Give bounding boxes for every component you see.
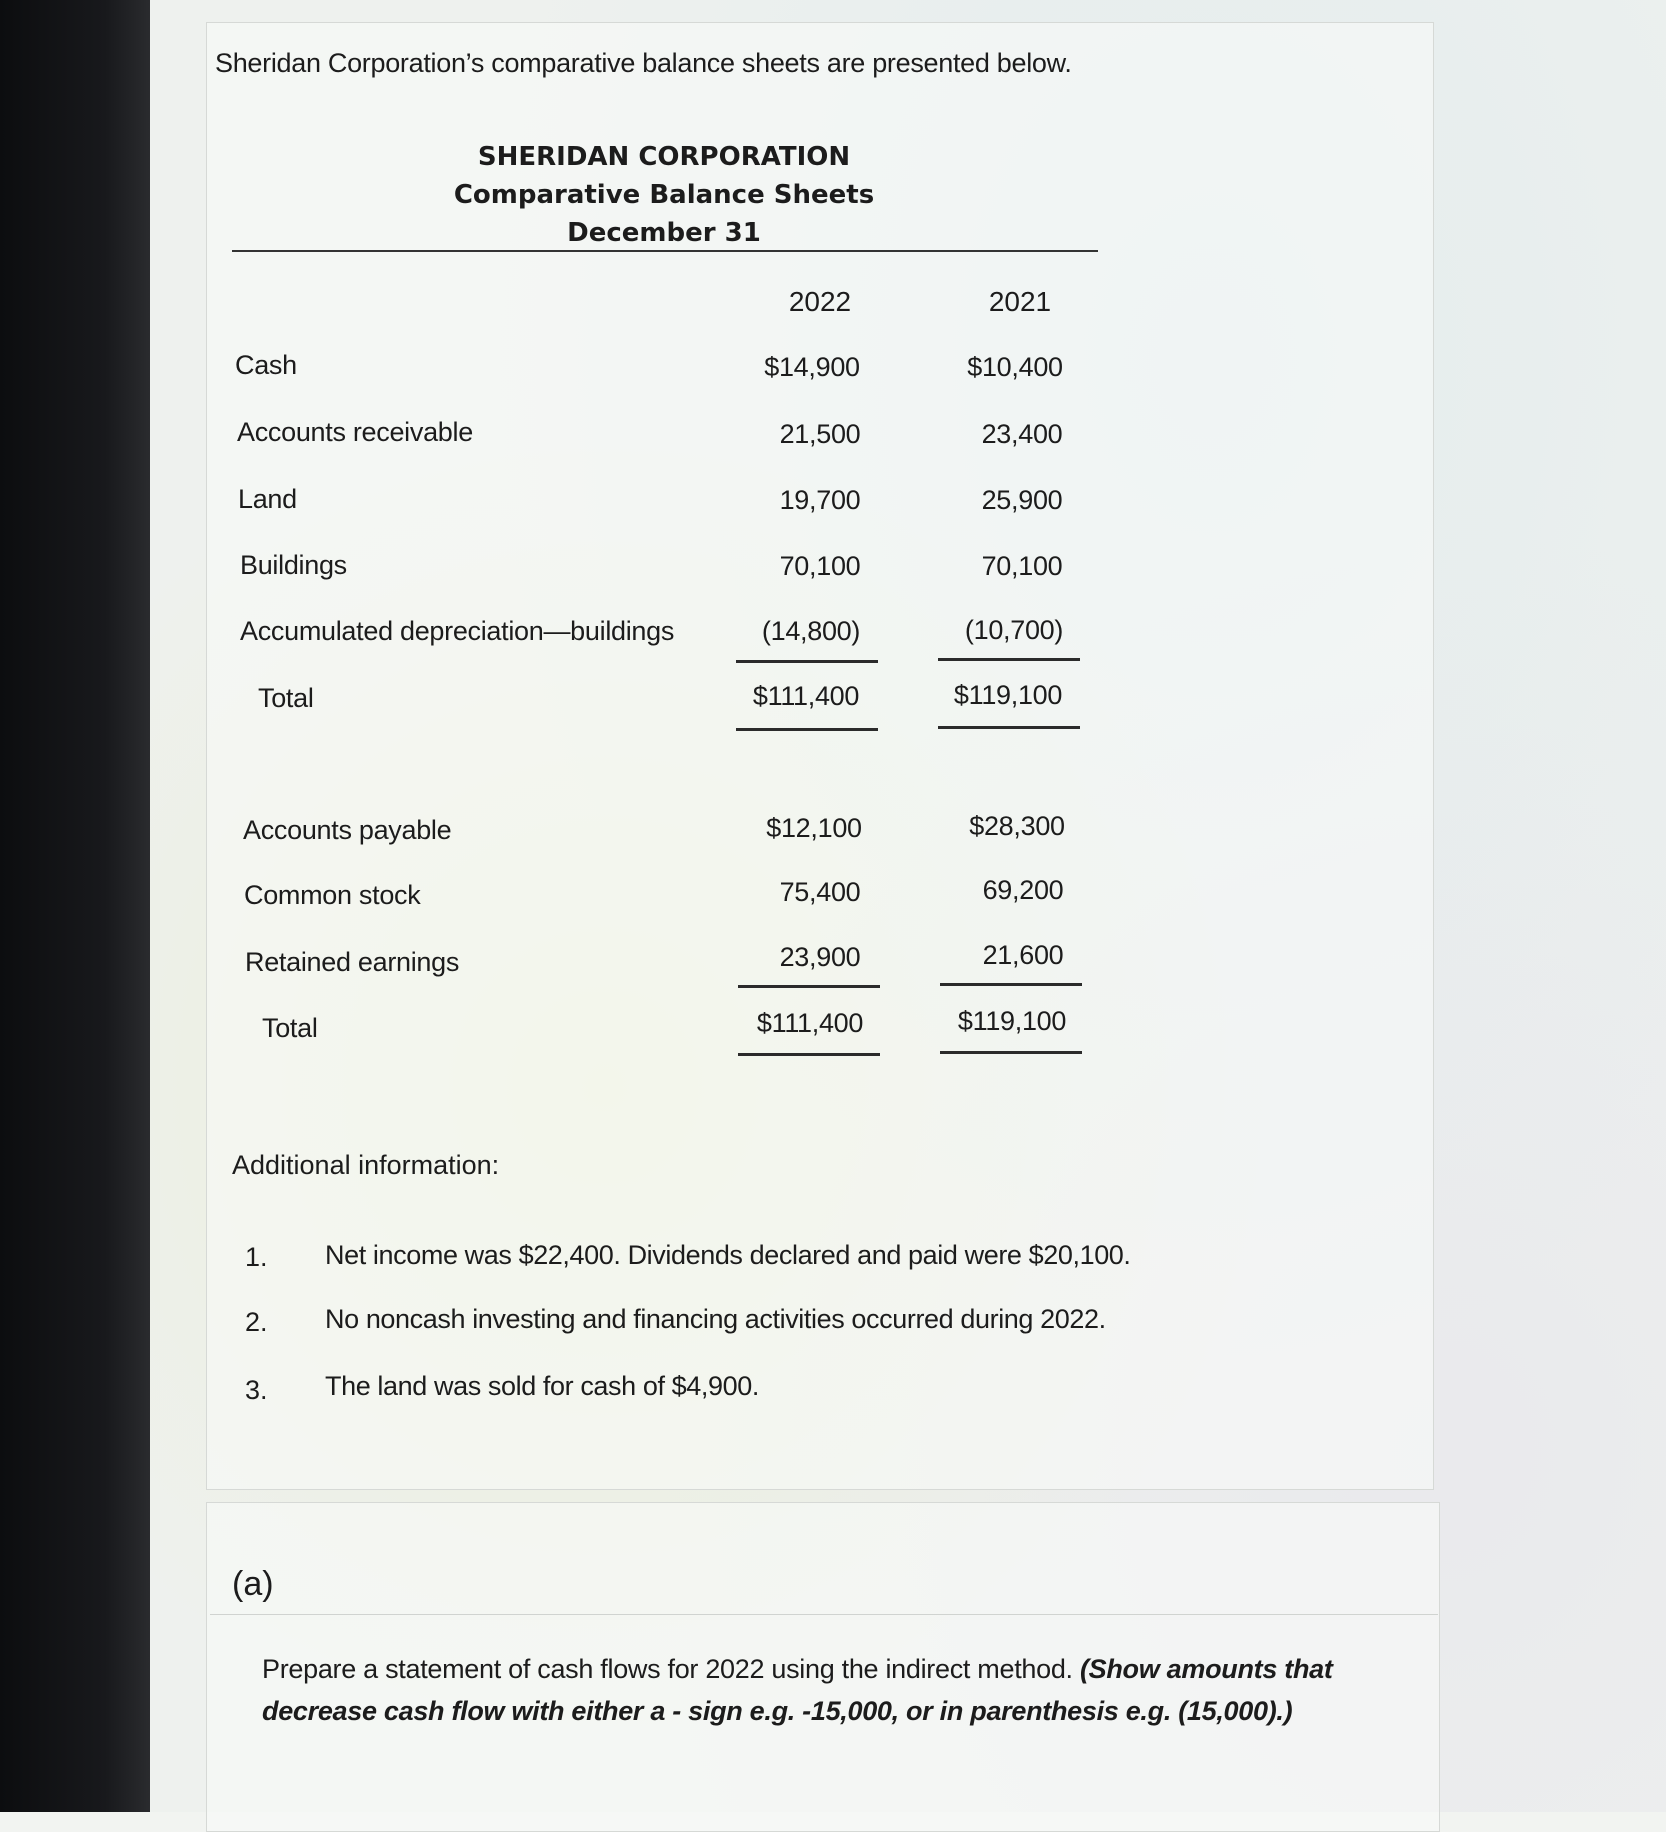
row-label-liabilities-total: Total: [262, 1013, 318, 1043]
heading-rule: [232, 250, 1098, 252]
intro-text: Sheridan Corporation’s comparative balance sheets are presented below.: [215, 48, 1072, 78]
total-rule-2022: [736, 728, 878, 731]
column-header-2022: 2022: [788, 286, 852, 317]
row-label-retained-earnings: Retained earnings: [245, 947, 460, 977]
monitor-bezel: [0, 0, 150, 1812]
land-2022: 19,700: [779, 485, 861, 515]
instruction-text: Prepare a statement of cash flows for 2022 using the indirect method.: [262, 1654, 1080, 1684]
row-label-accounts-receivable: Accounts receivable: [237, 417, 473, 447]
instruction-emphasis: (Show amounts that decrease cash flow with either a - sign e.g. -15,000, or in parenthesis e.g. (15,000).): [262, 1654, 1333, 1726]
part-a-label: (a): [232, 1565, 274, 1603]
liab-subtotal-rule-2021: [940, 983, 1082, 986]
liab-total-rule-2021: [940, 1051, 1082, 1054]
statement-title: Comparative Balance Sheets: [453, 180, 875, 210]
accumulated-depreciation-2021: (10,700): [964, 615, 1064, 645]
liab-total-rule-2022: [738, 1053, 880, 1056]
cash-2022: $14,900: [764, 352, 860, 382]
part-a-divider: [210, 1614, 1438, 1615]
part-a-instruction: [262, 1648, 1412, 1732]
accumulated-depreciation-2022: (14,800): [761, 616, 861, 646]
row-label-accumulated-depreciation: Accumulated depreciation—buildings: [240, 616, 675, 646]
row-label-accounts-payable: Accounts payable: [243, 815, 452, 845]
retained-earnings-2021: 21,600: [982, 940, 1064, 970]
accounts-receivable-2022: 21,500: [779, 419, 861, 449]
row-label-common-stock: Common stock: [244, 880, 421, 910]
row-label-assets-total: Total: [258, 683, 314, 713]
retained-earnings-2022: 23,900: [779, 942, 861, 972]
accounts-payable-2022: $12,100: [766, 813, 862, 843]
subtotal-rule-2022: [736, 660, 878, 663]
row-label-buildings: Buildings: [240, 550, 347, 580]
item-text-3: The land was sold for cash of $4,900.: [325, 1371, 759, 1401]
land-2021: 25,900: [981, 485, 1063, 515]
liab-subtotal-rule-2022: [738, 985, 880, 988]
cash-2021: $10,400: [967, 352, 1063, 382]
item-number-2: 2.: [245, 1307, 268, 1337]
subtotal-rule-2021: [938, 658, 1080, 661]
item-text-2: No noncash investing and financing activities occurred during 2022.: [325, 1304, 1106, 1334]
liabilities-total-2022: $111,400: [756, 1008, 864, 1038]
accounts-receivable-2021: 23,400: [981, 419, 1063, 449]
statement-date: December 31: [567, 218, 761, 248]
balance-sheet-heading: [230, 138, 1098, 252]
additional-info-title: Additional information:: [232, 1150, 500, 1180]
buildings-2021: 70,100: [981, 551, 1063, 581]
accounts-payable-2021: $28,300: [969, 811, 1065, 841]
row-label-land: Land: [238, 484, 297, 514]
item-text-1: Net income was $22,400. Dividends declared and paid were $20,100.: [325, 1240, 1131, 1270]
company-name: SHERIDAN CORPORATION: [477, 142, 851, 172]
item-number-1: 1.: [245, 1242, 268, 1272]
item-number-3: 3.: [245, 1375, 268, 1405]
assets-total-2021: $119,100: [953, 680, 1063, 710]
total-rule-2021: [938, 726, 1080, 729]
column-header-2021: 2021: [988, 286, 1052, 317]
liabilities-total-2021: $119,100: [957, 1006, 1067, 1036]
row-label-cash: Cash: [235, 350, 297, 380]
assets-total-2022: $111,400: [752, 681, 860, 711]
buildings-2022: 70,100: [779, 551, 861, 581]
common-stock-2021: 69,200: [982, 875, 1064, 905]
common-stock-2022: 75,400: [779, 877, 861, 907]
